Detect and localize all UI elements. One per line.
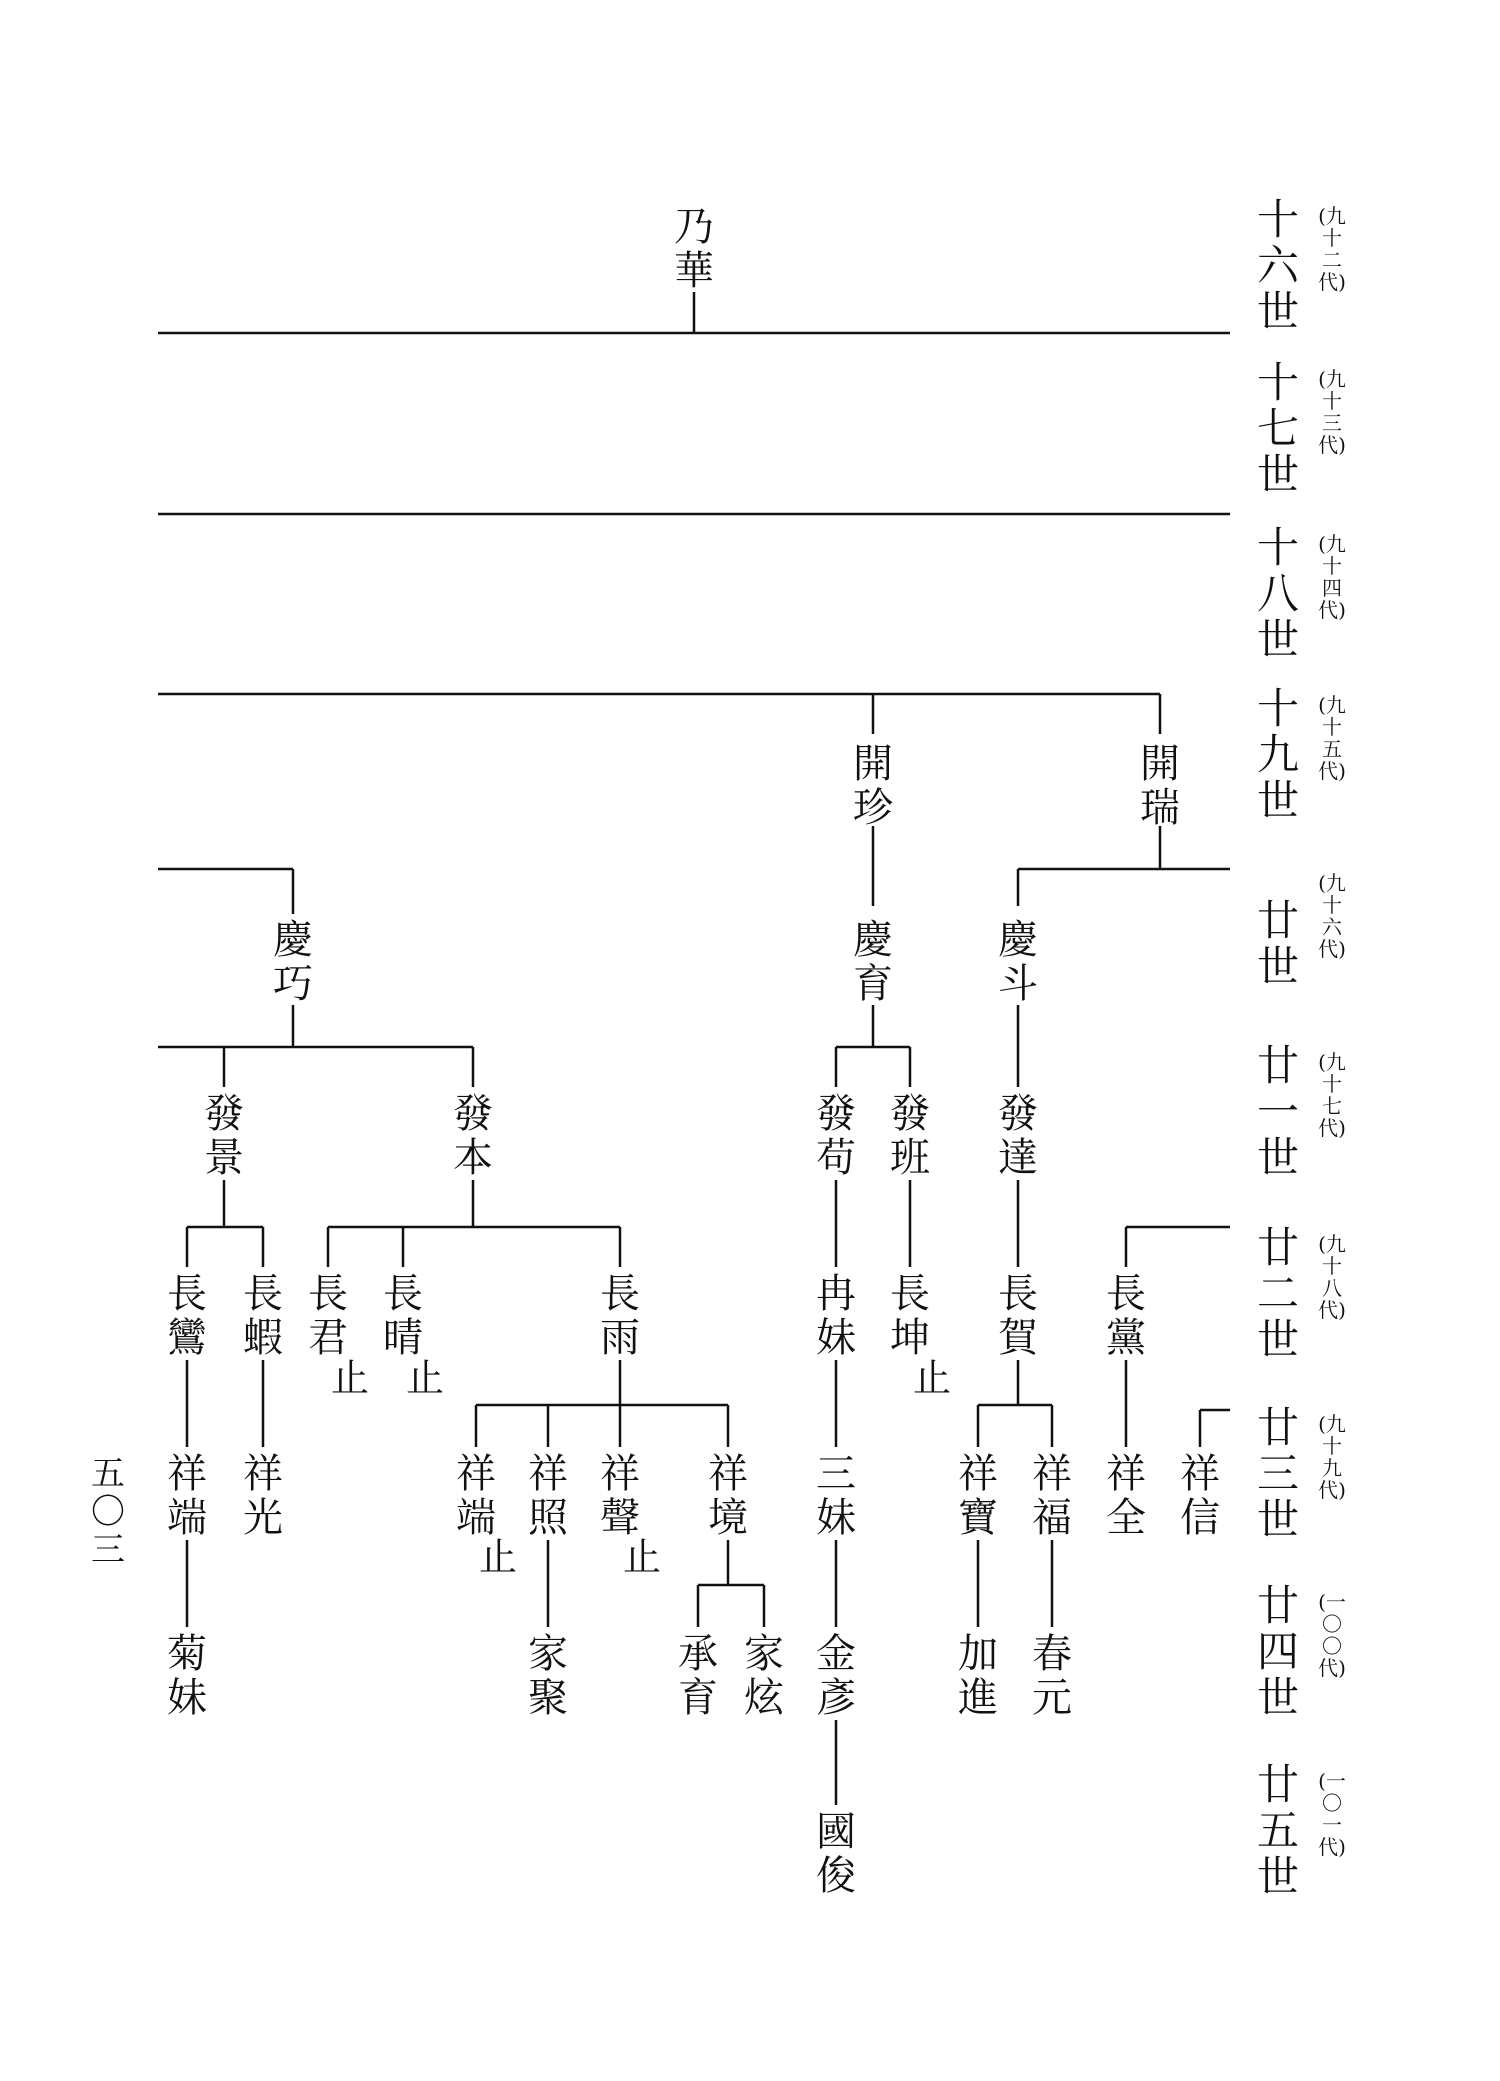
person-name-21: 發苟 [816, 1091, 856, 1181]
person-name-22: 長坤 [890, 1271, 930, 1361]
person-name-24: 加進 [958, 1631, 998, 1721]
person-name-24: 菊妹 [167, 1631, 207, 1721]
person-name-23: 祥聲 [600, 1451, 640, 1541]
person-name-22: 長黨 [1106, 1271, 1146, 1361]
person-name-22: 長鸞 [167, 1271, 207, 1361]
person-name-23: 祥光 [243, 1451, 283, 1541]
person-name-22: 長雨 [600, 1271, 640, 1361]
generation-note-20: (九十六代) [1318, 871, 1346, 961]
person-name-22: 冉妹 [816, 1271, 856, 1361]
person-name-20: 慶斗 [998, 917, 1038, 1007]
generation-label-25: 廿五世 [1256, 1760, 1299, 1901]
stop-mark: 止 [330, 1356, 369, 1400]
person-name-23: 祥端 [167, 1451, 207, 1541]
person-name-23: 祥端 [456, 1451, 496, 1541]
page-number: 五〇三 [91, 1454, 125, 1570]
generation-note-23: (九十九代) [1318, 1412, 1346, 1502]
generation-note-17: (九十三代) [1318, 367, 1346, 457]
person-name-24: 春元 [1032, 1631, 1072, 1721]
person-name-23: 三妹 [816, 1451, 856, 1541]
generation-note-19: (九十五代) [1318, 693, 1346, 783]
generation-label-24: 廿四世 [1256, 1581, 1299, 1722]
person-name-21: 發本 [453, 1091, 493, 1181]
person-name-25: 國俊 [816, 1809, 856, 1899]
person-name-21: 發達 [998, 1091, 1038, 1181]
person-name-23: 祥境 [708, 1451, 748, 1541]
generation-note-21: (九十七代) [1318, 1050, 1346, 1140]
generation-label-22: 廿二世 [1256, 1223, 1299, 1364]
person-name-23: 祥全 [1106, 1451, 1146, 1541]
person-name-23: 祥照 [528, 1451, 568, 1541]
person-name-24: 家聚 [528, 1631, 568, 1721]
person-name-19: 開瑞 [1140, 741, 1180, 831]
generation-label-20: 廿世 [1256, 896, 1299, 991]
generation-note-18: (九十四代) [1318, 532, 1346, 622]
stop-mark: 止 [622, 1535, 661, 1579]
generation-label-23: 廿三世 [1256, 1403, 1299, 1544]
person-name-23: 祥寶 [958, 1451, 998, 1541]
stop-mark: 止 [912, 1356, 951, 1400]
stop-mark: 止 [405, 1356, 444, 1400]
person-name-22: 長蝦 [243, 1271, 283, 1361]
generation-label-19: 十九世 [1256, 684, 1299, 825]
person-name-24: 家炫 [744, 1631, 784, 1721]
person-name-21: 發景 [204, 1091, 244, 1181]
person-name-19: 開珍 [853, 741, 893, 831]
person-name-22: 長晴 [383, 1271, 423, 1361]
generation-label-17: 十七世 [1256, 358, 1299, 499]
generation-label-16: 十六世 [1256, 195, 1299, 336]
generation-note-24: (一〇〇代) [1318, 1590, 1346, 1680]
person-name-16: 乃華 [674, 204, 714, 294]
person-name-20: 慶巧 [273, 917, 313, 1007]
person-name-21: 發班 [890, 1091, 930, 1181]
person-name-22: 長君 [308, 1271, 348, 1361]
person-name-24: 承育 [678, 1631, 718, 1721]
person-name-23: 祥福 [1032, 1451, 1072, 1541]
generation-note-22: (九十八代) [1318, 1232, 1346, 1322]
stop-mark: 止 [478, 1535, 517, 1579]
generation-note-25: (一〇一代) [1318, 1769, 1346, 1859]
person-name-20: 慶育 [853, 917, 893, 1007]
generation-label-18: 十八世 [1256, 523, 1299, 664]
generation-label-21: 廿一世 [1256, 1041, 1299, 1182]
person-name-23: 祥信 [1180, 1451, 1220, 1541]
person-name-22: 長賀 [998, 1271, 1038, 1361]
generation-note-16: (九十二代) [1318, 204, 1346, 294]
person-name-24: 金彥 [816, 1631, 856, 1721]
